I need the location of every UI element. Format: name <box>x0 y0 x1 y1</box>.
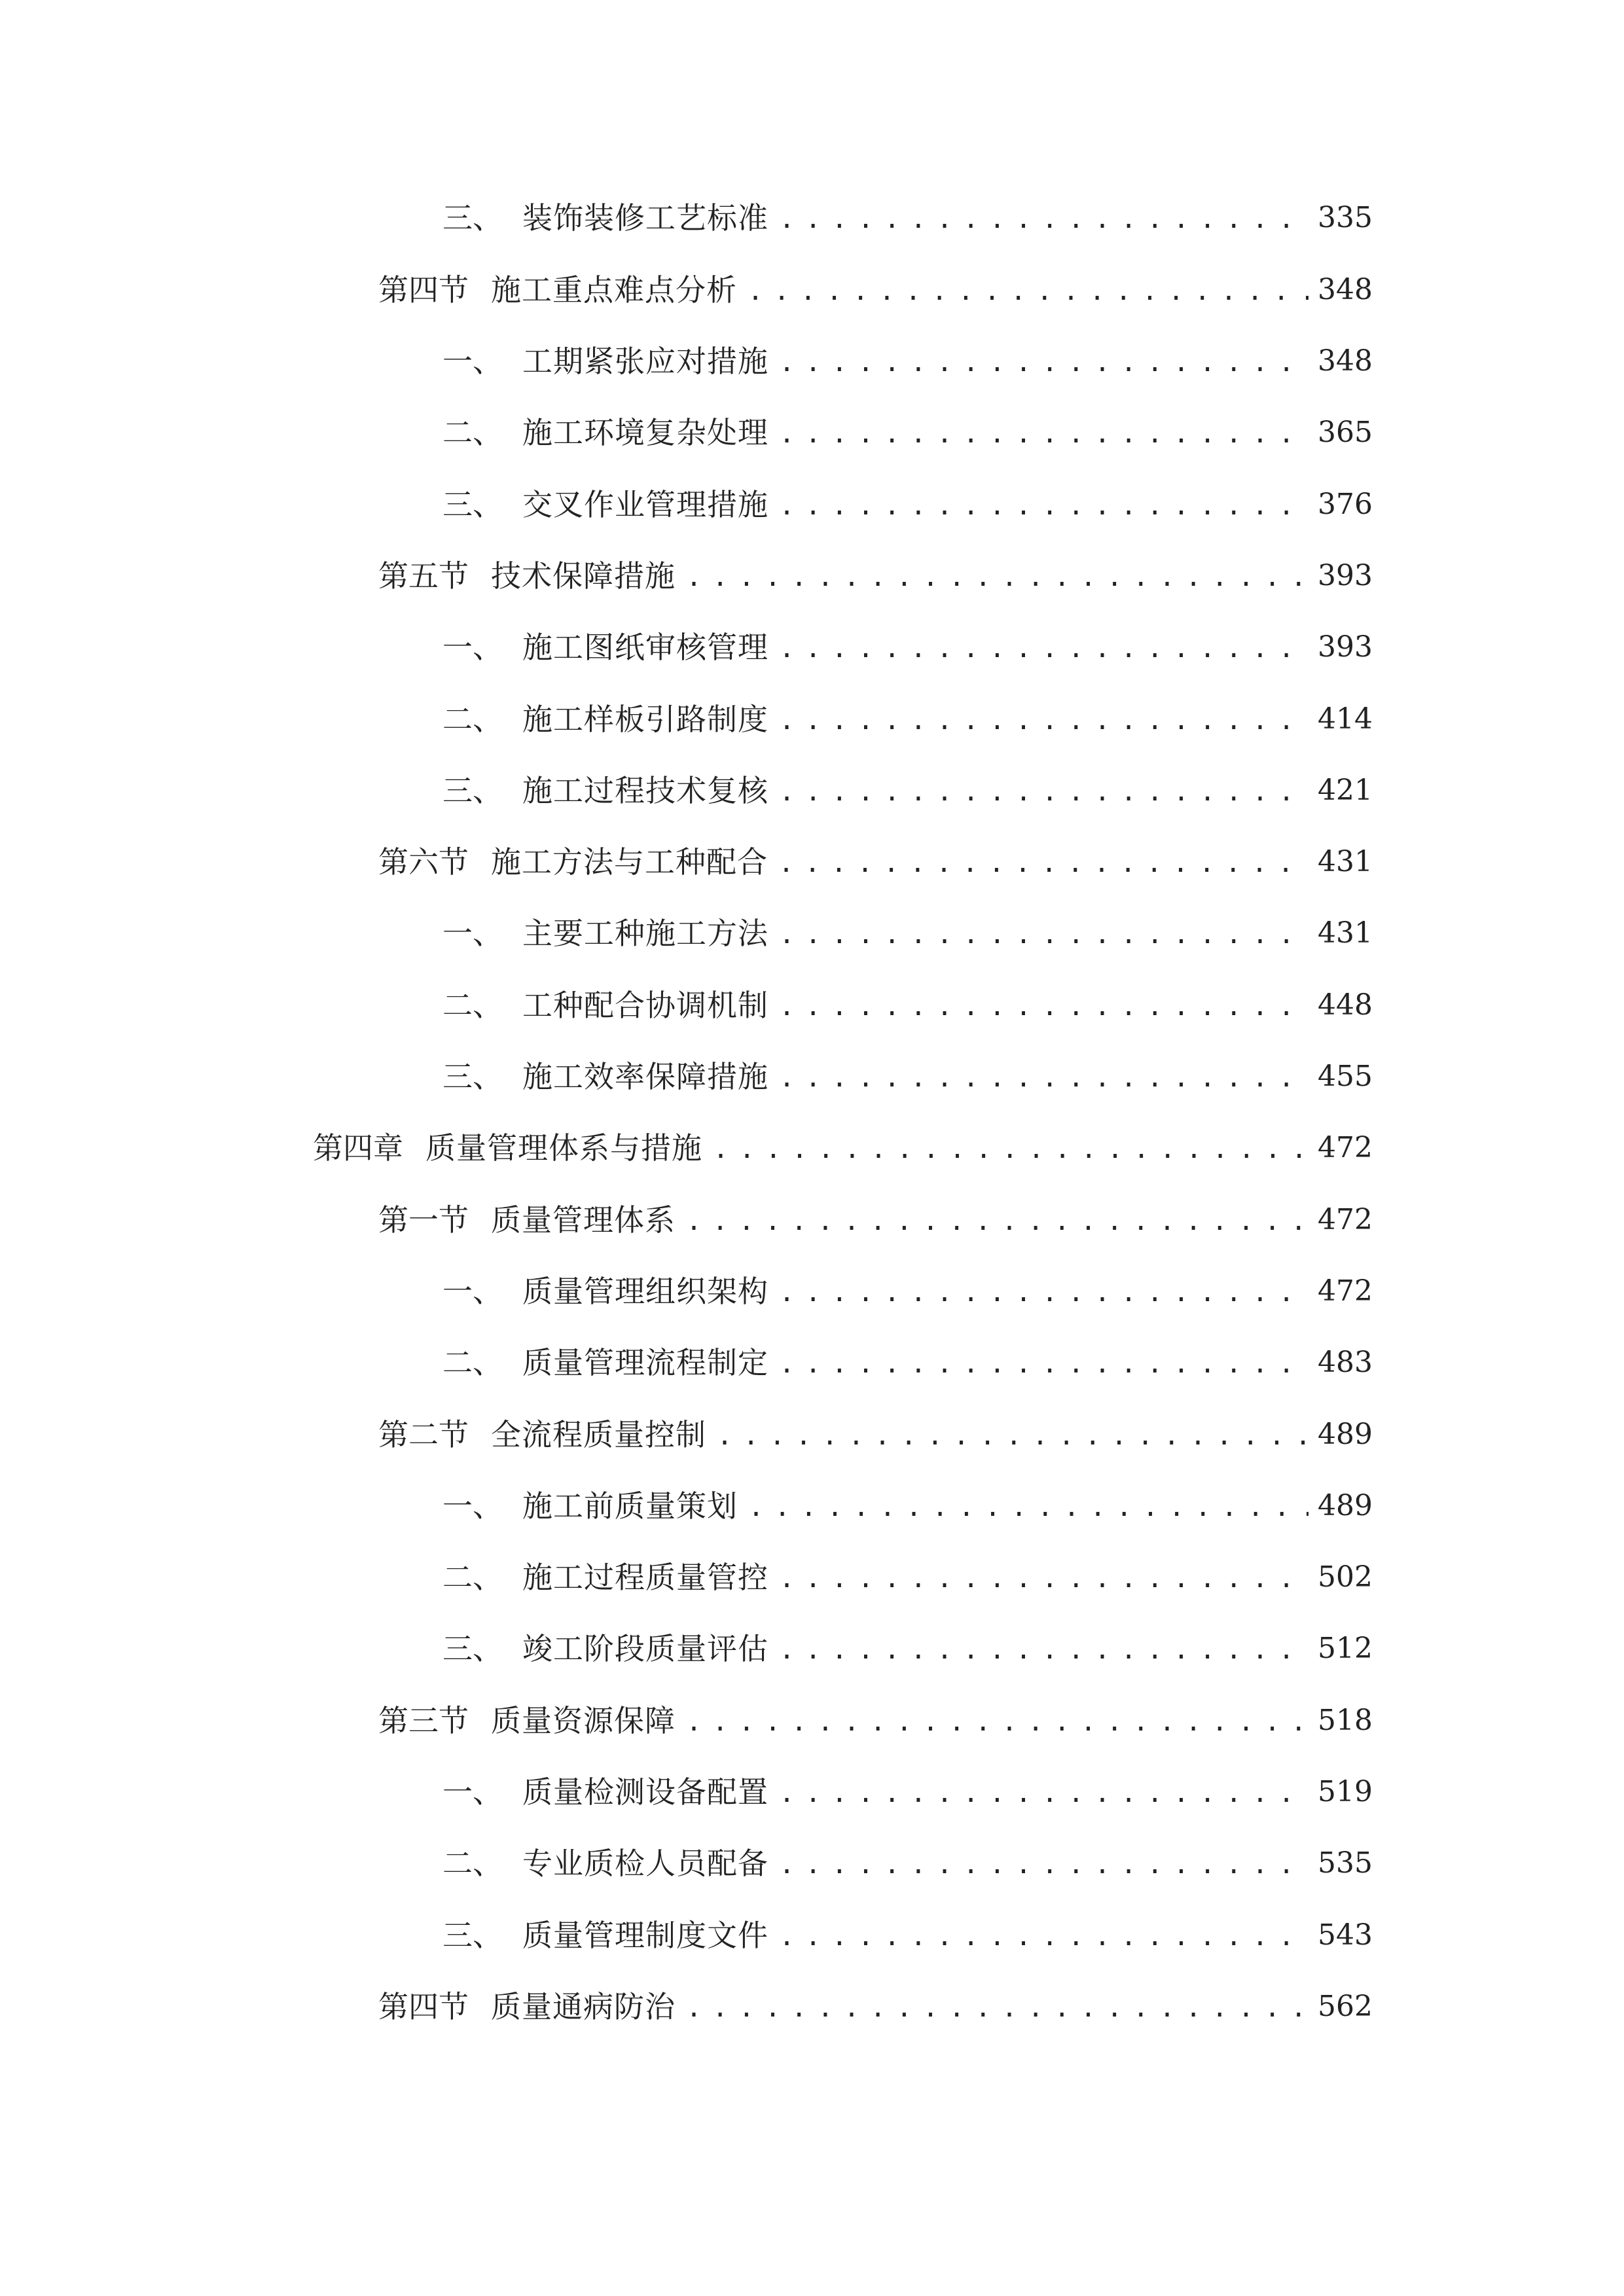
toc-entry-number: 二、 <box>442 1345 503 1380</box>
toc-entry-page: 472 <box>1318 1131 1373 1164</box>
toc-entry-page: 562 <box>1318 1990 1373 2023</box>
toc-entry-page: 393 <box>1318 630 1373 664</box>
toc-entry-title: 工期紧张应对措施 <box>522 344 768 379</box>
toc-entry-title: 质量通病防治 <box>491 1989 676 2024</box>
toc-entry-title: 工种配合协调机制 <box>522 988 768 1023</box>
toc-entry-page: 431 <box>1318 845 1373 878</box>
toc-dot-leader <box>779 990 1308 1020</box>
toc-entry-title: 施工环境复杂处理 <box>522 415 768 450</box>
toc-entry-page: 421 <box>1318 774 1373 807</box>
toc-entry[interactable] <box>442 195 1373 241</box>
toc-entry-page: 455 <box>1318 1060 1373 1093</box>
toc-entry-title: 施工重点难点分析 <box>491 272 737 308</box>
toc-dot-leader <box>748 1491 1308 1521</box>
toc-entry-page: 393 <box>1318 559 1373 592</box>
toc-entry[interactable] <box>442 482 1373 528</box>
toc-entry-title: 竣工阶段质量评估 <box>522 1631 768 1666</box>
toc-dot-leader <box>686 1992 1308 2022</box>
toc-dot-leader <box>779 632 1308 662</box>
toc-entry-number: 一、 <box>442 344 503 379</box>
toc-dot-leader <box>686 561 1308 591</box>
toc-dot-leader <box>779 1348 1308 1378</box>
toc-entry-number: 三、 <box>442 1918 503 1953</box>
toc-entry-number: 第四节 <box>378 272 469 308</box>
toc-entry[interactable] <box>442 338 1373 384</box>
toc-entry-title: 质量资源保障 <box>491 1703 676 1738</box>
toc-dot-leader <box>779 346 1308 376</box>
toc-entry[interactable] <box>442 410 1373 456</box>
toc-entry-number: 三、 <box>442 1059 503 1094</box>
toc-entry-title: 专业质检人员配备 <box>522 1846 768 1881</box>
toc-entry-page: 535 <box>1318 1846 1373 1880</box>
toc-dot-leader <box>779 1634 1308 1664</box>
toc-dot-leader <box>686 1205 1308 1235</box>
toc-entry-page: 519 <box>1318 1775 1373 1808</box>
toc-entry-page: 512 <box>1318 1632 1373 1665</box>
toc-entry-title: 质量管理流程制定 <box>522 1345 768 1380</box>
toc-entry-number: 一、 <box>442 1274 503 1309</box>
toc-entry-page: 472 <box>1318 1203 1373 1236</box>
toc-dot-leader <box>779 918 1308 948</box>
toc-entry-number: 二、 <box>442 1846 503 1881</box>
toc-entry-number: 二、 <box>442 702 503 737</box>
toc-entry-title: 施工样板引路制度 <box>522 702 768 737</box>
toc-entry-title: 全流程质量控制 <box>491 1417 706 1452</box>
toc-entry-page: 543 <box>1318 1918 1373 1952</box>
toc-entry-page: 448 <box>1318 988 1373 1022</box>
toc-entry-number: 一、 <box>442 1774 503 1810</box>
toc-entry-number: 第三节 <box>378 1703 469 1738</box>
toc-dot-leader <box>779 704 1308 734</box>
toc-entry-number: 二、 <box>442 415 503 450</box>
toc-dot-leader <box>779 1562 1308 1592</box>
toc-entry[interactable] <box>313 1125 1373 1171</box>
toc-entry-page: 376 <box>1318 488 1373 521</box>
toc-entry[interactable] <box>378 553 1373 599</box>
toc-entry[interactable] <box>378 267 1373 313</box>
toc-entry-number: 三、 <box>442 1631 503 1666</box>
toc-entry-number: 第四节 <box>378 1989 469 2024</box>
toc-entry[interactable] <box>442 624 1373 670</box>
toc-dot-leader <box>686 1706 1308 1736</box>
toc-dot-leader <box>748 275 1308 305</box>
toc-entry-page: 348 <box>1318 344 1373 378</box>
toc-entry[interactable] <box>442 696 1373 742</box>
toc-entry[interactable] <box>442 982 1373 1028</box>
toc-entry[interactable] <box>442 1554 1373 1600</box>
toc-dot-leader <box>779 490 1308 520</box>
toc-entry-number: 三、 <box>442 487 503 522</box>
toc-entry-title: 交叉作业管理措施 <box>522 487 768 522</box>
toc-entry-title: 施工效率保障措施 <box>522 1059 768 1094</box>
toc-entry-page: 414 <box>1318 702 1373 736</box>
toc-dot-leader <box>779 418 1308 448</box>
toc-entry-number: 第五节 <box>378 558 469 594</box>
toc-entry[interactable] <box>442 1840 1373 1886</box>
toc-entry-number: 一、 <box>442 630 503 665</box>
toc-entry-title: 质量检测设备配置 <box>522 1774 768 1810</box>
toc-entry[interactable] <box>442 768 1373 814</box>
toc-entry[interactable] <box>378 1197 1373 1243</box>
toc-entry-title: 质量管理体系与措施 <box>425 1130 702 1166</box>
toc-entry-number: 第六节 <box>378 844 469 880</box>
toc-dot-leader <box>779 776 1308 806</box>
toc-entry-number: 第二节 <box>378 1417 469 1452</box>
toc-entry-page: 348 <box>1318 273 1373 306</box>
toc-entry[interactable] <box>442 1769 1373 1815</box>
toc-entry[interactable] <box>378 1698 1373 1744</box>
toc-dot-leader <box>779 203 1308 233</box>
toc-entry[interactable] <box>442 1340 1373 1386</box>
toc-entry-title: 装饰装修工艺标准 <box>522 200 768 236</box>
toc-entry-title: 施工前质量策划 <box>522 1488 738 1524</box>
toc-entry[interactable] <box>442 1054 1373 1100</box>
toc-dot-leader <box>779 1848 1308 1878</box>
toc-entry-number: 一、 <box>442 916 503 951</box>
toc-entry-page: 483 <box>1318 1346 1373 1379</box>
toc-entry-title: 施工图纸审核管理 <box>522 630 768 665</box>
toc-entry-number: 一、 <box>442 1488 503 1524</box>
toc-entry-title: 施工过程质量管控 <box>522 1560 768 1595</box>
toc-entry-page: 489 <box>1318 1418 1373 1451</box>
toc-dot-leader <box>717 1420 1308 1450</box>
toc-entry-title: 技术保障措施 <box>491 558 676 594</box>
toc-entry-page: 431 <box>1318 916 1373 950</box>
toc-entry[interactable] <box>442 1483 1373 1529</box>
toc-entry-page: 335 <box>1318 201 1373 234</box>
toc-dot-leader <box>778 847 1308 877</box>
toc-entry-page: 502 <box>1318 1560 1373 1594</box>
toc-dot-leader <box>779 1276 1308 1306</box>
toc-entry[interactable] <box>378 839 1373 885</box>
toc-entry-page: 489 <box>1318 1489 1373 1522</box>
toc-entry[interactable] <box>442 1268 1373 1314</box>
toc-entry[interactable] <box>442 1912 1373 1958</box>
toc-entry-page: 518 <box>1318 1704 1373 1737</box>
toc-dot-leader <box>779 1920 1308 1950</box>
toc-entry-number: 第四章 <box>313 1130 403 1166</box>
toc-entry[interactable] <box>378 1984 1373 2030</box>
toc-entry[interactable] <box>378 1412 1373 1458</box>
toc-entry-title: 质量管理体系 <box>491 1202 676 1238</box>
toc-entry-title: 施工方法与工种配合 <box>491 844 768 880</box>
toc-entry-number: 二、 <box>442 1560 503 1595</box>
toc-dot-leader <box>713 1133 1308 1163</box>
toc-dot-leader <box>779 1777 1308 1807</box>
toc-entry-number: 三、 <box>442 773 503 808</box>
toc-entry-number: 三、 <box>442 200 503 236</box>
toc-entry-title: 质量管理组织架构 <box>522 1274 768 1309</box>
toc-entry-page: 472 <box>1318 1274 1373 1308</box>
toc-entry[interactable] <box>442 910 1373 956</box>
toc-entry-title: 质量管理制度文件 <box>522 1918 768 1953</box>
toc-entry-title: 施工过程技术复核 <box>522 773 768 808</box>
toc-entry-title: 主要工种施工方法 <box>522 916 768 951</box>
toc-entry-number: 第一节 <box>378 1202 469 1238</box>
toc-entry-number: 二、 <box>442 988 503 1023</box>
toc-dot-leader <box>779 1062 1308 1092</box>
toc-entry-page: 365 <box>1318 416 1373 449</box>
toc-entry[interactable] <box>442 1626 1373 1672</box>
